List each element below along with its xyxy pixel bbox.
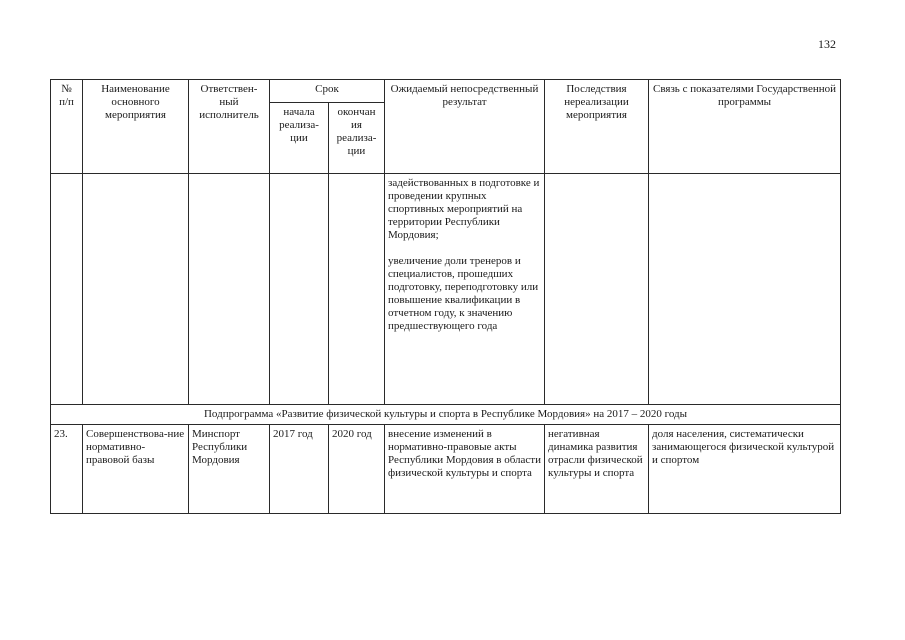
- item-name: Совершенствова-ние нормативно-правовой базы: [83, 425, 189, 514]
- header-term-start: начала реализа-ции: [270, 103, 329, 174]
- cell-expected-result: [385, 174, 545, 405]
- item-num: 23.: [51, 425, 83, 514]
- item-executor: Минспорт Республики Мордовия: [189, 425, 270, 514]
- cell-executor: [189, 174, 270, 405]
- cell-start: [270, 174, 329, 405]
- item-program-link: доля населения, систематически занимающегося физической культурой и спортом: [649, 425, 841, 514]
- item-start: 2017 год: [270, 425, 329, 514]
- program-activities-table: [50, 79, 841, 514]
- result-paragraph: задействованных в подготовке и проведении крупных спортивных мероприятий на территории Республики Мордовия;: [388, 177, 540, 241]
- cell-end: [329, 174, 385, 405]
- header-expected-result: Ожидаемый непосредственный результат: [385, 80, 545, 174]
- table-row: [51, 174, 841, 405]
- cell-program-link: [649, 174, 841, 405]
- table-row: [51, 425, 841, 514]
- header-consequences: Последствия нереализации мероприятия: [545, 80, 649, 174]
- cell-consequences: [545, 174, 649, 405]
- header-term: Срок: [270, 80, 385, 103]
- item-end: 2020 год: [329, 425, 385, 514]
- header-num: № п/п: [51, 80, 83, 174]
- item-consequences: негативная динамика развития отрасли физической культуры и спорта: [545, 425, 649, 514]
- header-term-end: окончан ия реализа-ции: [329, 103, 385, 174]
- subprogram-row: [51, 405, 841, 425]
- header-program-link: Связь с показателями Государственной программы: [649, 80, 841, 174]
- result-paragraph: увеличение доли тренеров и специалистов, прошедших подготовку, переподготовку или повышение квалификации в отчетном году, к значению предшествующего года: [388, 255, 539, 332]
- subprogram-title: Подпрограмма «Развитие физической культуры и спорта в Республике Мордовия» на 2017 – 2020 годы: [51, 405, 841, 425]
- cell-num: [51, 174, 83, 405]
- cell-name: [83, 174, 189, 405]
- header-executor: Ответствен-ный исполнитель: [189, 80, 270, 174]
- page-number: 132: [818, 37, 836, 51]
- header-activity-name: Наименование основного мероприятия: [83, 80, 189, 174]
- item-expected-result: внесение изменений в нормативно-правовые акты Республики Мордовия в области физической культуры и спорта: [385, 425, 545, 514]
